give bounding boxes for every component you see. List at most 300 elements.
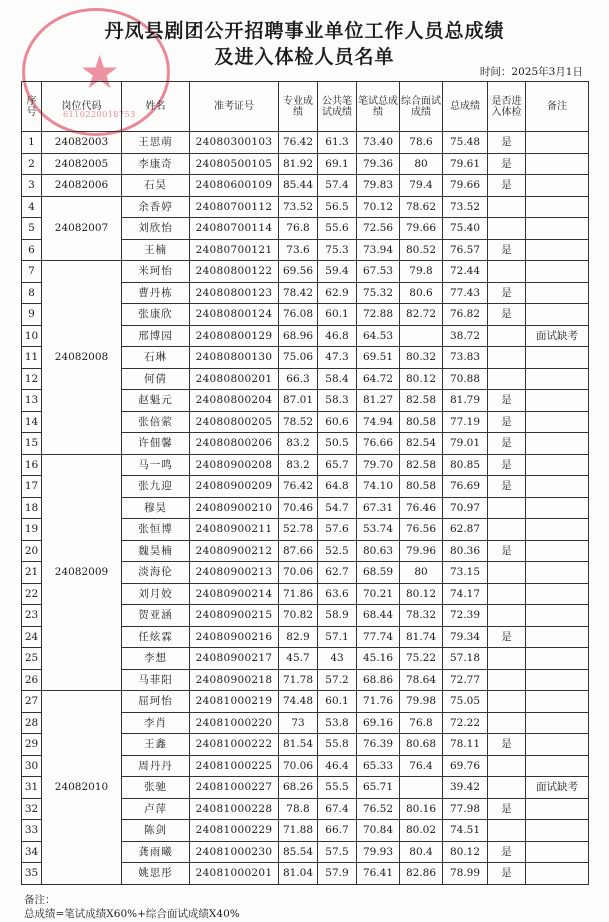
cell-prof: 69.56 xyxy=(279,261,318,283)
cell-enter xyxy=(488,669,526,691)
cell-public: 46.4 xyxy=(318,755,357,777)
cell-enter: 是 xyxy=(488,454,526,476)
cell-exam: 24080500105 xyxy=(190,153,279,175)
cell-seq: 32 xyxy=(22,798,42,820)
cell-public: 62.7 xyxy=(318,562,357,584)
cell-public: 52.5 xyxy=(318,540,357,562)
cell-interview: 79.4 xyxy=(400,175,443,197)
cell-seq: 29 xyxy=(22,734,42,756)
cell-written: 65.71 xyxy=(357,777,400,799)
cell-seq: 3 xyxy=(22,175,42,197)
cell-exam: 24080900211 xyxy=(190,519,279,541)
col-header-written: 笔试总成绩 xyxy=(357,82,400,132)
cell-written: 76.52 xyxy=(357,798,400,820)
cell-exam: 24080800124 xyxy=(190,304,279,326)
cell-seq: 27 xyxy=(22,691,42,713)
cell-written: 75.32 xyxy=(357,282,400,304)
cell-seq: 1 xyxy=(22,132,42,154)
table-body xyxy=(22,132,589,885)
cell-total: 39.42 xyxy=(443,777,488,799)
table-row xyxy=(22,454,589,476)
cell-seq: 12 xyxy=(22,368,42,390)
cell-post-code: 24082009 xyxy=(42,454,122,691)
cell-note xyxy=(526,605,589,627)
cell-total: 72.77 xyxy=(443,669,488,691)
cell-exam: 24080800129 xyxy=(190,325,279,347)
cell-enter: 是 xyxy=(488,153,526,175)
cell-public: 54.7 xyxy=(318,497,357,519)
cell-public: 60.1 xyxy=(318,304,357,326)
cell-note xyxy=(526,476,589,498)
cell-prof: 74.48 xyxy=(279,691,318,713)
cell-enter: 是 xyxy=(488,132,526,154)
cell-exam: 24081000230 xyxy=(190,841,279,863)
cell-interview: 78.6 xyxy=(400,132,443,154)
cell-note xyxy=(526,239,589,261)
cell-exam: 24080700121 xyxy=(190,239,279,261)
cell-name: 余香婷 xyxy=(122,196,190,218)
cell-written: 67.31 xyxy=(357,497,400,519)
col-header-public: 公共笔试成绩 xyxy=(318,82,357,132)
cell-total: 73.83 xyxy=(443,347,488,369)
cell-note xyxy=(526,196,589,218)
cell-name: 何倩 xyxy=(122,368,190,390)
page-title-line2: 及进入体检人员名单 xyxy=(214,46,395,68)
cell-name: 刘月姣 xyxy=(122,583,190,605)
cell-exam: 24080900218 xyxy=(190,669,279,691)
cell-total: 73.15 xyxy=(443,562,488,584)
cell-written: 64.53 xyxy=(357,325,400,347)
cell-seq: 8 xyxy=(22,282,42,304)
cell-seq: 22 xyxy=(22,583,42,605)
cell-seq: 2 xyxy=(22,153,42,175)
cell-exam: 24080900215 xyxy=(190,605,279,627)
cell-written: 76.66 xyxy=(357,433,400,455)
cell-total: 75.40 xyxy=(443,218,488,240)
col-header-exam: 准考证号 xyxy=(190,82,279,132)
cell-name: 米珂怡 xyxy=(122,261,190,283)
cell-enter xyxy=(488,325,526,347)
cell-seq: 13 xyxy=(22,390,42,412)
cell-interview: 79.66 xyxy=(400,218,443,240)
cell-enter xyxy=(488,218,526,240)
cell-prof: 68.96 xyxy=(279,325,318,347)
cell-exam: 24080800123 xyxy=(190,282,279,304)
cell-prof: 76.42 xyxy=(279,476,318,498)
cell-written: 73.94 xyxy=(357,239,400,261)
cell-seq: 34 xyxy=(22,841,42,863)
cell-name: 龚雨曦 xyxy=(122,841,190,863)
table-header-row xyxy=(22,82,589,132)
cell-total: 79.01 xyxy=(443,433,488,455)
cell-public: 58.4 xyxy=(318,368,357,390)
cell-enter xyxy=(488,347,526,369)
cell-total: 78.99 xyxy=(443,863,488,885)
cell-note xyxy=(526,820,589,842)
col-header-interview: 综合面试成绩 xyxy=(400,82,443,132)
cell-total: 69.76 xyxy=(443,755,488,777)
cell-public: 57.2 xyxy=(318,669,357,691)
cell-name: 王楠 xyxy=(122,239,190,261)
cell-name: 张驰 xyxy=(122,777,190,799)
cell-note xyxy=(526,433,589,455)
cell-prof: 85.44 xyxy=(279,175,318,197)
cell-written: 71.76 xyxy=(357,691,400,713)
cell-exam: 24081000220 xyxy=(190,712,279,734)
cell-exam: 24080700114 xyxy=(190,218,279,240)
cell-note xyxy=(526,390,589,412)
col-header-total: 总成绩 xyxy=(443,82,488,132)
cell-enter xyxy=(488,755,526,777)
cell-interview: 80 xyxy=(400,562,443,584)
cell-total: 62.87 xyxy=(443,519,488,541)
cell-public: 55.6 xyxy=(318,218,357,240)
cell-public: 55.8 xyxy=(318,734,357,756)
cell-interview: 80.6 xyxy=(400,282,443,304)
table-row xyxy=(22,691,589,713)
cell-note xyxy=(526,304,589,326)
cell-exam: 24080800206 xyxy=(190,433,279,455)
cell-seq: 28 xyxy=(22,712,42,734)
cell-interview: 80.68 xyxy=(400,734,443,756)
cell-interview xyxy=(400,325,443,347)
cell-seq: 15 xyxy=(22,433,42,455)
cell-written: 53.74 xyxy=(357,519,400,541)
cell-written: 70.84 xyxy=(357,820,400,842)
cell-post-code: 24082005 xyxy=(42,153,122,175)
cell-interview: 78.62 xyxy=(400,196,443,218)
cell-total: 72.22 xyxy=(443,712,488,734)
cell-public: 59.4 xyxy=(318,261,357,283)
cell-note xyxy=(526,153,589,175)
cell-prof: 78.8 xyxy=(279,798,318,820)
cell-post-code: 24082006 xyxy=(42,175,122,197)
cell-note xyxy=(526,734,589,756)
cell-interview: 80.32 xyxy=(400,347,443,369)
cell-name: 张九迎 xyxy=(122,476,190,498)
cell-seq: 18 xyxy=(22,497,42,519)
cell-prof: 70.46 xyxy=(279,497,318,519)
cell-total: 57.18 xyxy=(443,648,488,670)
cell-public: 46.8 xyxy=(318,325,357,347)
cell-public: 58.3 xyxy=(318,390,357,412)
cell-note xyxy=(526,132,589,154)
footer-formula: 总成绩=笔试成绩X60%+综合面试成绩X40% xyxy=(24,908,240,920)
cell-seq: 33 xyxy=(22,820,42,842)
cell-public: 57.4 xyxy=(318,175,357,197)
cell-public: 57.6 xyxy=(318,519,357,541)
cell-interview: 75.22 xyxy=(400,648,443,670)
cell-prof: 52.78 xyxy=(279,519,318,541)
cell-prof: 83.2 xyxy=(279,433,318,455)
cell-prof: 78.42 xyxy=(279,282,318,304)
cell-name: 任炫霖 xyxy=(122,626,190,648)
cell-written: 68.86 xyxy=(357,669,400,691)
cell-enter: 是 xyxy=(488,734,526,756)
cell-public: 69.1 xyxy=(318,153,357,175)
cell-note xyxy=(526,712,589,734)
cell-written: 70.21 xyxy=(357,583,400,605)
cell-prof: 71.78 xyxy=(279,669,318,691)
cell-prof: 85.54 xyxy=(279,841,318,863)
cell-post-code: 24082007 xyxy=(42,196,122,261)
cell-enter xyxy=(488,712,526,734)
cell-total: 73.52 xyxy=(443,196,488,218)
cell-interview: 82.58 xyxy=(400,454,443,476)
cell-interview xyxy=(400,777,443,799)
cell-prof: 87.66 xyxy=(279,540,318,562)
cell-prof: 66.3 xyxy=(279,368,318,390)
cell-exam: 24080600109 xyxy=(190,175,279,197)
cell-name: 张倍萦 xyxy=(122,411,190,433)
cell-written: 79.70 xyxy=(357,454,400,476)
cell-name: 石琳 xyxy=(122,347,190,369)
cell-name: 周丹丹 xyxy=(122,755,190,777)
cell-enter xyxy=(488,196,526,218)
cell-total: 79.34 xyxy=(443,626,488,648)
cell-note xyxy=(526,261,589,283)
cell-interview: 76.56 xyxy=(400,519,443,541)
cell-written: 65.33 xyxy=(357,755,400,777)
page-title-line1: 丹凤县剧团公开招聘事业单位工作人员总成绩 xyxy=(104,20,505,42)
cell-seq: 6 xyxy=(22,239,42,261)
cell-enter: 是 xyxy=(488,433,526,455)
cell-name: 魏昊楠 xyxy=(122,540,190,562)
cell-note xyxy=(526,454,589,476)
cell-enter: 是 xyxy=(488,841,526,863)
cell-total: 72.44 xyxy=(443,261,488,283)
cell-total: 79.66 xyxy=(443,175,488,197)
cell-written: 79.83 xyxy=(357,175,400,197)
cell-name: 刘欣怡 xyxy=(122,218,190,240)
cell-written: 68.59 xyxy=(357,562,400,584)
cell-interview: 80.4 xyxy=(400,841,443,863)
cell-exam: 24080900216 xyxy=(190,626,279,648)
cell-note xyxy=(526,798,589,820)
publish-date: 时间：2025年3月1日 xyxy=(479,66,583,78)
cell-public: 53.8 xyxy=(318,712,357,734)
cell-prof: 82.9 xyxy=(279,626,318,648)
cell-prof: 70.06 xyxy=(279,562,318,584)
cell-total: 77.19 xyxy=(443,411,488,433)
cell-interview: 78.32 xyxy=(400,605,443,627)
cell-note xyxy=(526,841,589,863)
cell-prof: 76.08 xyxy=(279,304,318,326)
cell-enter: 是 xyxy=(488,798,526,820)
cell-enter xyxy=(488,648,526,670)
cell-interview: 82.58 xyxy=(400,390,443,412)
cell-total: 76.57 xyxy=(443,239,488,261)
cell-exam: 24080800122 xyxy=(190,261,279,283)
cell-enter: 是 xyxy=(488,390,526,412)
cell-enter: 是 xyxy=(488,282,526,304)
cell-public: 57.1 xyxy=(318,626,357,648)
cell-public: 57.9 xyxy=(318,863,357,885)
cell-interview: 82.86 xyxy=(400,863,443,885)
cell-public: 57.5 xyxy=(318,841,357,863)
table-row xyxy=(22,261,589,283)
cell-note xyxy=(526,411,589,433)
cell-name: 淡海伦 xyxy=(122,562,190,584)
cell-total: 74.17 xyxy=(443,583,488,605)
cell-enter: 是 xyxy=(488,304,526,326)
cell-seq: 10 xyxy=(22,325,42,347)
cell-note xyxy=(526,648,589,670)
cell-exam: 24080700112 xyxy=(190,196,279,218)
cell-total: 77.98 xyxy=(443,798,488,820)
cell-note xyxy=(526,218,589,240)
cell-prof: 73.6 xyxy=(279,239,318,261)
cell-written: 69.16 xyxy=(357,712,400,734)
cell-prof: 75.06 xyxy=(279,347,318,369)
cell-note xyxy=(526,583,589,605)
cell-written: 81.27 xyxy=(357,390,400,412)
cell-seq: 25 xyxy=(22,648,42,670)
cell-seq: 20 xyxy=(22,540,42,562)
cell-interview: 79.98 xyxy=(400,691,443,713)
cell-public: 60.6 xyxy=(318,411,357,433)
cell-seq: 31 xyxy=(22,777,42,799)
cell-note xyxy=(526,347,589,369)
cell-written: 64.72 xyxy=(357,368,400,390)
cell-written: 69.51 xyxy=(357,347,400,369)
cell-name: 马一鸣 xyxy=(122,454,190,476)
cell-exam: 24080900213 xyxy=(190,562,279,584)
cell-name: 王思萌 xyxy=(122,132,190,154)
cell-note xyxy=(526,368,589,390)
cell-name: 邢博园 xyxy=(122,325,190,347)
cell-total: 76.69 xyxy=(443,476,488,498)
cell-name: 王鑫 xyxy=(122,734,190,756)
cell-exam: 24081000227 xyxy=(190,777,279,799)
seal-number: 6110220018753 xyxy=(63,110,136,119)
cell-interview: 81.74 xyxy=(400,626,443,648)
cell-note xyxy=(526,175,589,197)
cell-enter: 是 xyxy=(488,540,526,562)
table-row xyxy=(22,196,589,218)
cell-name: 屈珂怡 xyxy=(122,691,190,713)
cell-written: 74.10 xyxy=(357,476,400,498)
cell-name: 李肖 xyxy=(122,712,190,734)
cell-total: 78.11 xyxy=(443,734,488,756)
cell-total: 79.61 xyxy=(443,153,488,175)
cell-enter xyxy=(488,368,526,390)
cell-note xyxy=(526,497,589,519)
cell-enter xyxy=(488,497,526,519)
cell-enter: 是 xyxy=(488,626,526,648)
cell-written: 45.16 xyxy=(357,648,400,670)
cell-written: 74.94 xyxy=(357,411,400,433)
cell-exam: 24080800130 xyxy=(190,347,279,369)
cell-prof: 87.01 xyxy=(279,390,318,412)
cell-public: 43 xyxy=(318,648,357,670)
cell-exam: 24080900209 xyxy=(190,476,279,498)
cell-seq: 16 xyxy=(22,454,42,476)
cell-note xyxy=(526,755,589,777)
cell-public: 63.6 xyxy=(318,583,357,605)
cell-exam: 24080900217 xyxy=(190,648,279,670)
cell-prof: 81.92 xyxy=(279,153,318,175)
cell-prof: 70.82 xyxy=(279,605,318,627)
table-row xyxy=(22,175,589,197)
cell-note xyxy=(526,626,589,648)
cell-prof: 68.26 xyxy=(279,777,318,799)
cell-seq: 21 xyxy=(22,562,42,584)
cell-public: 47.3 xyxy=(318,347,357,369)
cell-note xyxy=(526,540,589,562)
cell-interview: 79.8 xyxy=(400,261,443,283)
cell-prof: 71.86 xyxy=(279,583,318,605)
cell-public: 65.7 xyxy=(318,454,357,476)
cell-exam: 24080900214 xyxy=(190,583,279,605)
cell-written: 79.93 xyxy=(357,841,400,863)
cell-seq: 24 xyxy=(22,626,42,648)
cell-enter xyxy=(488,605,526,627)
cell-seq: 30 xyxy=(22,755,42,777)
cell-interview: 82.72 xyxy=(400,304,443,326)
cell-public: 58.9 xyxy=(318,605,357,627)
cell-written: 80.63 xyxy=(357,540,400,562)
cell-enter xyxy=(488,583,526,605)
cell-written: 73.40 xyxy=(357,132,400,154)
cell-interview: 76.8 xyxy=(400,712,443,734)
cell-note xyxy=(526,519,589,541)
cell-note: 面试缺考 xyxy=(526,325,589,347)
cell-interview: 80 xyxy=(400,153,443,175)
cell-name: 曹丹栋 xyxy=(122,282,190,304)
cell-interview: 76.46 xyxy=(400,497,443,519)
cell-enter xyxy=(488,261,526,283)
cell-prof: 81.54 xyxy=(279,734,318,756)
cell-interview: 80.12 xyxy=(400,368,443,390)
cell-enter: 是 xyxy=(488,476,526,498)
table-row xyxy=(22,132,589,154)
cell-name: 张康欣 xyxy=(122,304,190,326)
cell-public: 56.5 xyxy=(318,196,357,218)
cell-name: 马菲阳 xyxy=(122,669,190,691)
results-table xyxy=(21,81,589,885)
cell-seq: 11 xyxy=(22,347,42,369)
cell-name: 张恒博 xyxy=(122,519,190,541)
cell-enter: 是 xyxy=(488,239,526,261)
cell-written: 72.56 xyxy=(357,218,400,240)
cell-public: 64.8 xyxy=(318,476,357,498)
cell-exam: 24081000219 xyxy=(190,691,279,713)
cell-note xyxy=(526,863,589,885)
cell-name: 卢萍 xyxy=(122,798,190,820)
col-header-prof: 专业成绩 xyxy=(279,82,318,132)
cell-enter xyxy=(488,820,526,842)
cell-interview: 82.54 xyxy=(400,433,443,455)
cell-seq: 35 xyxy=(22,863,42,885)
cell-total: 77.43 xyxy=(443,282,488,304)
cell-post-code: 24082003 xyxy=(42,132,122,154)
cell-total: 75.48 xyxy=(443,132,488,154)
cell-note xyxy=(526,669,589,691)
cell-seq: 5 xyxy=(22,218,42,240)
cell-name: 石昊 xyxy=(122,175,190,197)
cell-total: 72.39 xyxy=(443,605,488,627)
cell-interview: 80.02 xyxy=(400,820,443,842)
cell-total: 38.72 xyxy=(443,325,488,347)
cell-exam: 24080800204 xyxy=(190,390,279,412)
cell-prof: 83.2 xyxy=(279,454,318,476)
cell-name: 穆昊 xyxy=(122,497,190,519)
cell-interview: 80.58 xyxy=(400,476,443,498)
cell-seq: 17 xyxy=(22,476,42,498)
cell-name: 赵魁元 xyxy=(122,390,190,412)
cell-seq: 14 xyxy=(22,411,42,433)
